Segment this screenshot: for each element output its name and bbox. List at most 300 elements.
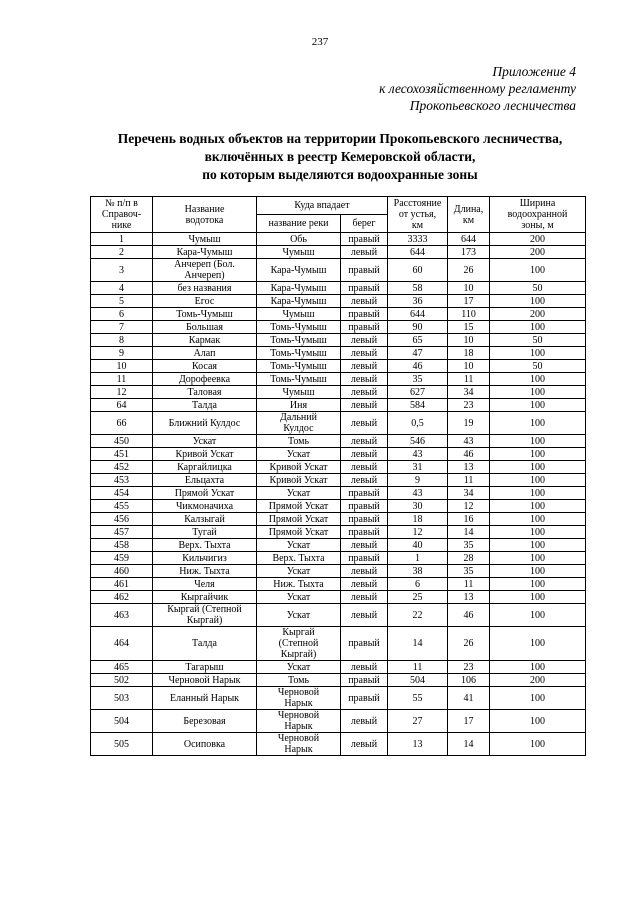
header-length: [448, 197, 490, 233]
cell-distance: 35: [388, 373, 448, 386]
cell-bank: левый: [341, 661, 388, 674]
cell-length: 41: [448, 687, 490, 710]
cell-name-line: Кривой Ускат: [175, 448, 234, 460]
cell-length: 28: [448, 552, 490, 565]
cell-river: [257, 526, 341, 539]
cell-distance: 3333: [388, 233, 448, 246]
cell-num: 505: [91, 733, 153, 756]
table-row: [91, 246, 586, 259]
cell-width: 100: [490, 259, 586, 282]
cell-river: [257, 360, 341, 373]
header-row: [91, 197, 586, 215]
cell-bank: левый: [341, 246, 388, 259]
cell-bank: правый: [341, 513, 388, 526]
title-line: по которым выделяются водоохранные зоны: [202, 167, 478, 182]
cell-width: 100: [490, 412, 586, 435]
cell-distance: 60: [388, 259, 448, 282]
cell-name-line: Егос: [194, 295, 215, 307]
cell-name: [153, 412, 257, 435]
cell-river-line: Нарык: [284, 698, 313, 709]
cell-name-line: Березовая: [183, 715, 226, 727]
table-row: [91, 578, 586, 591]
cell-name-line: Прямой Ускат: [174, 487, 235, 499]
cell-name-line: Верх. Тыхта: [178, 539, 231, 551]
cell-river-line: Томь-Чумыш: [270, 373, 327, 385]
cell-distance: 1: [388, 552, 448, 565]
cell-name-line: Талда: [192, 399, 217, 411]
cell-bank: левый: [341, 591, 388, 604]
cell-river: [257, 321, 341, 334]
cell-length: 173: [448, 246, 490, 259]
cell-river: [257, 282, 341, 295]
table-row: [91, 627, 586, 661]
table-header: [91, 197, 586, 233]
cell-length: 35: [448, 539, 490, 552]
cell-river: [257, 674, 341, 687]
cell-name-line: Дорофеевка: [178, 373, 231, 385]
cell-name: [153, 661, 257, 674]
cell-name: [153, 360, 257, 373]
cell-name-line: Калзыгай: [184, 513, 225, 525]
cell-name: [153, 435, 257, 448]
cell-name-line: Чумыш: [188, 233, 221, 245]
table-row: [91, 334, 586, 347]
cell-name-line: Ближний Кулдос: [168, 417, 241, 429]
cell-length: 26: [448, 627, 490, 661]
appendix-line: Прокопьевского лесничества: [409, 98, 576, 113]
cell-distance: 27: [388, 710, 448, 733]
cell-num: 8: [91, 334, 153, 347]
cell-name-line: Кильчигиз: [182, 552, 227, 564]
cell-width: 100: [490, 526, 586, 539]
cell-river-line: Кара-Чумыш: [270, 282, 327, 294]
table-row: [91, 500, 586, 513]
cell-length: 14: [448, 733, 490, 756]
cell-river-line: Кара-Чумыш: [270, 295, 327, 307]
cell-bank: левый: [341, 412, 388, 435]
cell-distance: 30: [388, 500, 448, 513]
table-row: [91, 474, 586, 487]
table-row: [91, 461, 586, 474]
cell-distance: 504: [388, 674, 448, 687]
table-row: [91, 674, 586, 687]
table-row: [91, 565, 586, 578]
cell-name-line: Алап: [193, 347, 216, 359]
cell-river-line: Ускат: [286, 609, 311, 621]
header-length-line: Длина,: [453, 203, 484, 215]
cell-length: 12: [448, 500, 490, 513]
cell-river-line: Ускат: [286, 448, 311, 460]
cell-num: 458: [91, 539, 153, 552]
appendix-line: к лесохозяйственному регламенту: [379, 81, 576, 96]
cell-name: [153, 246, 257, 259]
cell-name: [153, 604, 257, 627]
document-title: [60, 130, 620, 184]
cell-bank: левый: [341, 710, 388, 733]
cell-bank: правый: [341, 500, 388, 513]
table-row: [91, 448, 586, 461]
cell-name-line: Ельцахта: [184, 474, 225, 486]
cell-river: [257, 461, 341, 474]
cell-length: 34: [448, 386, 490, 399]
cell-name: [153, 334, 257, 347]
cell-river: [257, 552, 341, 565]
cell-river-line: Томь-Чумыш: [270, 334, 327, 346]
cell-num: 1: [91, 233, 153, 246]
cell-width: 100: [490, 578, 586, 591]
table-row: [91, 733, 586, 756]
cell-river-line: Черновой: [277, 687, 320, 698]
cell-name-line: Анчереп): [184, 270, 225, 281]
cell-name: [153, 513, 257, 526]
cell-name-line: Еланный Нарык: [169, 692, 240, 704]
cell-name: [153, 627, 257, 661]
table-row: [91, 259, 586, 282]
cell-name: [153, 578, 257, 591]
cell-river-line: Чумыш: [282, 386, 315, 398]
cell-river: [257, 295, 341, 308]
cell-width: 50: [490, 360, 586, 373]
cell-num: 64: [91, 399, 153, 412]
cell-name: [153, 487, 257, 500]
cell-length: 43: [448, 435, 490, 448]
cell-river-line: Обь: [290, 233, 307, 245]
cell-name-line: Ускат: [192, 435, 217, 447]
cell-name-line: Косая: [191, 360, 218, 372]
cell-num: 463: [91, 604, 153, 627]
cell-bank: левый: [341, 578, 388, 591]
table-row: [91, 710, 586, 733]
cell-bank: правый: [341, 687, 388, 710]
cell-bank: левый: [341, 435, 388, 448]
cell-bank: правый: [341, 321, 388, 334]
cell-name: [153, 674, 257, 687]
header-bank: берег: [341, 215, 388, 233]
cell-name-line: Кыргай): [186, 615, 223, 626]
header-distance-line: от устья,: [398, 209, 437, 220]
table-row: [91, 435, 586, 448]
header-width-line: зоны, м: [521, 220, 554, 231]
cell-num: 457: [91, 526, 153, 539]
cell-num: 10: [91, 360, 153, 373]
header-river-name: название реки: [257, 215, 341, 233]
cell-length: 11: [448, 474, 490, 487]
cell-num: 504: [91, 710, 153, 733]
cell-distance: 40: [388, 539, 448, 552]
cell-distance: 584: [388, 399, 448, 412]
cell-name-line: Челя: [194, 578, 215, 590]
table-row: [91, 412, 586, 435]
cell-name-line: Чикмоначиха: [175, 500, 234, 512]
cell-width: 100: [490, 539, 586, 552]
cell-bank: правый: [341, 233, 388, 246]
cell-name: [153, 687, 257, 710]
cell-river: [257, 710, 341, 733]
cell-num: 12: [91, 386, 153, 399]
cell-river-line: Прямой Ускат: [268, 526, 329, 538]
cell-bank: левый: [341, 565, 388, 578]
cell-width: 100: [490, 487, 586, 500]
cell-bank: правый: [341, 526, 388, 539]
cell-bank: левый: [341, 604, 388, 627]
cell-name-line: Таловая: [187, 386, 222, 398]
cell-length: 15: [448, 321, 490, 334]
cell-distance: 14: [388, 627, 448, 661]
cell-river: [257, 448, 341, 461]
cell-bank: левый: [341, 399, 388, 412]
cell-name: [153, 233, 257, 246]
cell-width: 200: [490, 674, 586, 687]
cell-name-line: Кыргайчик: [180, 591, 229, 603]
cell-river: [257, 539, 341, 552]
table-row: [91, 526, 586, 539]
cell-num: 460: [91, 565, 153, 578]
cell-distance: 46: [388, 360, 448, 373]
water-bodies-table: [90, 196, 586, 756]
table-row: [91, 604, 586, 627]
cell-name: [153, 500, 257, 513]
cell-name: [153, 539, 257, 552]
cell-num: 454: [91, 487, 153, 500]
cell-bank: правый: [341, 308, 388, 321]
cell-name-line: Кыргай (Степной: [167, 604, 242, 615]
cell-num: 450: [91, 435, 153, 448]
cell-river-line: Кыргай: [282, 627, 315, 638]
cell-length: 110: [448, 308, 490, 321]
cell-num: 66: [91, 412, 153, 435]
cell-name-line: Томь-Чумыш: [176, 308, 233, 320]
cell-river-line: (Степной: [278, 638, 319, 649]
cell-length: 16: [448, 513, 490, 526]
cell-width: 100: [490, 627, 586, 661]
cell-river-line: Иня: [289, 399, 308, 411]
cell-width: 100: [490, 386, 586, 399]
header-name-line: Название: [184, 203, 225, 215]
cell-name-line: Ниж. Тыхта: [179, 565, 230, 577]
header-num: [91, 197, 153, 233]
cell-bank: правый: [341, 674, 388, 687]
cell-width: 100: [490, 513, 586, 526]
table-row: [91, 552, 586, 565]
cell-name-line: Тагарыш: [185, 661, 224, 673]
table-row: [91, 233, 586, 246]
cell-num: 453: [91, 474, 153, 487]
cell-num: 456: [91, 513, 153, 526]
cell-river: [257, 565, 341, 578]
cell-river: [257, 412, 341, 435]
cell-river: [257, 474, 341, 487]
cell-river-line: Томь-Чумыш: [270, 360, 327, 372]
cell-river-line: Ускат: [286, 539, 311, 551]
cell-river-line: Черновой: [277, 733, 320, 744]
header-width-line: водоохранной: [507, 209, 568, 220]
appendix-caption: [379, 63, 576, 114]
cell-river: [257, 687, 341, 710]
cell-length: 23: [448, 661, 490, 674]
cell-name: [153, 552, 257, 565]
cell-name: [153, 461, 257, 474]
cell-river-line: Ускат: [286, 487, 311, 499]
cell-length: 23: [448, 399, 490, 412]
cell-river-line: Томь-Чумыш: [270, 347, 327, 359]
table-row: [91, 399, 586, 412]
cell-name-line: Тугай: [192, 526, 217, 538]
cell-distance: 25: [388, 591, 448, 604]
cell-name-line: Кармак: [188, 334, 221, 346]
table-row: [91, 513, 586, 526]
cell-river-line: Кыргай): [280, 649, 317, 660]
cell-num: 3: [91, 259, 153, 282]
cell-distance: 13: [388, 733, 448, 756]
header-distance: [388, 197, 448, 233]
cell-length: 46: [448, 604, 490, 627]
cell-width: 100: [490, 399, 586, 412]
table-row: [91, 308, 586, 321]
header-distance-line: км: [411, 220, 424, 231]
cell-length: 106: [448, 674, 490, 687]
cell-bank: левый: [341, 461, 388, 474]
cell-river-line: Ниж. Тыхта: [273, 578, 324, 590]
header-flows-into: Куда впадает: [257, 197, 388, 215]
cell-river-line: Кара-Чумыш: [270, 264, 327, 276]
appendix-line: Приложение 4: [492, 64, 576, 79]
cell-river: [257, 487, 341, 500]
cell-bank: правый: [341, 282, 388, 295]
table-row: [91, 321, 586, 334]
cell-bank: левый: [341, 360, 388, 373]
table-row: [91, 282, 586, 295]
cell-length: 11: [448, 578, 490, 591]
header-name-line: водотока: [185, 214, 224, 226]
cell-river-line: Ускат: [286, 661, 311, 673]
cell-width: 100: [490, 347, 586, 360]
cell-distance: 0,5: [388, 412, 448, 435]
cell-river-line: Кривой Ускат: [269, 461, 328, 473]
cell-width: 100: [490, 661, 586, 674]
cell-name: [153, 373, 257, 386]
cell-width: 100: [490, 687, 586, 710]
cell-length: 35: [448, 565, 490, 578]
cell-river: [257, 308, 341, 321]
cell-name: [153, 321, 257, 334]
cell-length: 17: [448, 295, 490, 308]
cell-name-line: Анчереп (Бол.: [174, 259, 235, 270]
header-num-line: нике: [111, 220, 132, 231]
cell-name-line: Большая: [186, 321, 223, 333]
cell-distance: 644: [388, 246, 448, 259]
cell-num: 462: [91, 591, 153, 604]
header-width-line: Ширина: [519, 198, 556, 209]
cell-distance: 18: [388, 513, 448, 526]
cell-river: [257, 334, 341, 347]
table-row: [91, 373, 586, 386]
table-row: [91, 661, 586, 674]
cell-name: [153, 347, 257, 360]
cell-width: 200: [490, 308, 586, 321]
cell-width: 100: [490, 448, 586, 461]
cell-length: 46: [448, 448, 490, 461]
cell-river-line: Кривой Ускат: [269, 474, 328, 486]
cell-river-line: Верх. Тыхта: [272, 552, 325, 564]
cell-river-line: Прямой Ускат: [268, 500, 329, 512]
cell-num: 11: [91, 373, 153, 386]
cell-length: 26: [448, 259, 490, 282]
header-length-line: км: [462, 214, 475, 226]
cell-length: 13: [448, 461, 490, 474]
cell-bank: правый: [341, 487, 388, 500]
cell-river: [257, 246, 341, 259]
cell-width: 200: [490, 246, 586, 259]
cell-name: [153, 399, 257, 412]
header-width: [490, 197, 586, 233]
cell-num: 502: [91, 674, 153, 687]
cell-name: [153, 386, 257, 399]
cell-width: 100: [490, 321, 586, 334]
cell-distance: 36: [388, 295, 448, 308]
cell-name-line: Кара-Чумыш: [176, 246, 233, 258]
cell-num: 452: [91, 461, 153, 474]
cell-length: 10: [448, 282, 490, 295]
cell-distance: 58: [388, 282, 448, 295]
cell-distance: 38: [388, 565, 448, 578]
cell-river-line: Ускат: [286, 591, 311, 603]
cell-river-line: Дальний: [280, 412, 317, 423]
cell-river: [257, 373, 341, 386]
cell-length: 10: [448, 334, 490, 347]
cell-bank: левый: [341, 448, 388, 461]
cell-river-line: Томь: [287, 674, 310, 686]
title-line: включённых в реестр Кемеровской области,: [204, 149, 476, 164]
cell-name: [153, 733, 257, 756]
cell-distance: 546: [388, 435, 448, 448]
cell-num: 464: [91, 627, 153, 661]
cell-name-line: Каргайлицка: [177, 461, 232, 473]
cell-width: 100: [490, 373, 586, 386]
cell-river-line: Чумыш: [282, 308, 315, 320]
cell-river-line: Чумыш: [282, 246, 315, 258]
cell-distance: 627: [388, 386, 448, 399]
cell-length: 11: [448, 373, 490, 386]
table-body: [91, 233, 586, 756]
page-number: 237: [311, 36, 329, 48]
cell-distance: 31: [388, 461, 448, 474]
cell-river-line: Черновой: [277, 710, 320, 721]
cell-name: [153, 282, 257, 295]
cell-width: 100: [490, 435, 586, 448]
table-row: [91, 386, 586, 399]
cell-river: [257, 386, 341, 399]
cell-num: 4: [91, 282, 153, 295]
cell-width: 200: [490, 233, 586, 246]
cell-width: 100: [490, 461, 586, 474]
cell-num: 9: [91, 347, 153, 360]
cell-length: 644: [448, 233, 490, 246]
cell-num: 2: [91, 246, 153, 259]
cell-length: 34: [448, 487, 490, 500]
cell-num: 459: [91, 552, 153, 565]
cell-bank: левый: [341, 386, 388, 399]
cell-distance: 90: [388, 321, 448, 334]
cell-distance: 9: [388, 474, 448, 487]
cell-river: [257, 578, 341, 591]
cell-bank: левый: [341, 539, 388, 552]
header-distance-line: Расстояние: [393, 198, 442, 209]
cell-width: 100: [490, 295, 586, 308]
cell-name: [153, 591, 257, 604]
cell-name-line: Осиповка: [183, 738, 226, 750]
cell-length: 19: [448, 412, 490, 435]
cell-distance: 47: [388, 347, 448, 360]
